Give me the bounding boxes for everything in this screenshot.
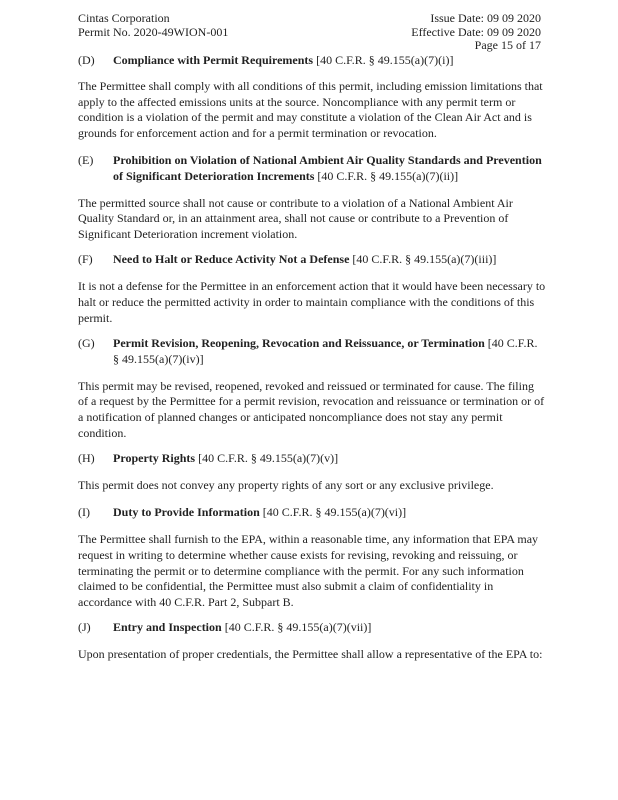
section-title: Property Rights xyxy=(113,451,196,465)
section-heading xyxy=(113,252,496,266)
section-title: Need to Halt or Reduce Activity Not a Defense xyxy=(113,252,350,266)
section-title: Entry and Inspection xyxy=(113,620,222,634)
section-heading xyxy=(113,336,538,350)
section-title: Prohibition on Violation of National Ambient Air Quality Standards and Prevention xyxy=(113,153,542,167)
page-number: Page 15 of 17 xyxy=(474,38,541,52)
paragraph-line: permit. xyxy=(78,311,113,325)
paragraph-line: The permitted source shall not cause or contribute to a violation of a National Ambient Air xyxy=(78,196,513,210)
section-label: (D) xyxy=(78,53,95,67)
section-title: Compliance with Permit Requirements xyxy=(113,53,314,67)
paragraph-line: apply to the affected emissions units at the source. Noncompliance with any permit term or xyxy=(78,95,516,109)
section-citation: [40 C.F.R. § 49.155(a)(7)(v)] xyxy=(195,451,339,465)
section-heading xyxy=(113,505,406,519)
effective-date: Effective Date: 09 09 2020 xyxy=(411,25,541,39)
company-name: Cintas Corporation xyxy=(78,11,170,25)
paragraph-line: accordance with 40 C.F.R. Part 2, Subpart B. xyxy=(78,595,294,609)
section-citation: [40 C.F.R. § 49.155(a)(7)(vii)] xyxy=(221,620,372,634)
paragraph-line: of a request by the Permittee for a permit revision, revocation and reissuance or termination or of xyxy=(78,394,545,408)
section-heading xyxy=(113,620,371,634)
paragraph-line: terminating the permit or to determine compliance with the permit. For any such information xyxy=(78,564,524,578)
section-heading xyxy=(113,53,453,67)
section-title: of Significant Deterioration Increments xyxy=(113,169,315,183)
paragraph-line: The Permittee shall furnish to the EPA, within a reasonable time, any information that EPA may xyxy=(78,532,539,546)
paragraph-line: It is not a defense for the Permittee in an enforcement action that it would have been necessary to xyxy=(78,279,546,293)
paragraph-line: claimed to be confidential, the Permittee must also submit a claim of confidentiality in xyxy=(78,579,494,593)
section-label: (G) xyxy=(78,336,95,350)
paragraph-line: This permit does not convey any property rights of any sort or any exclusive privilege. xyxy=(78,478,494,492)
section-citation: [40 C.F.R. § 49.155(a)(7)(vi)] xyxy=(259,505,407,519)
section-label: (E) xyxy=(78,153,94,167)
section-title: Duty to Provide Information xyxy=(113,505,260,519)
section-label: (I) xyxy=(78,505,90,519)
section-heading xyxy=(113,451,338,465)
section-citation: [40 C.F.R. § 49.155(a)(7)(iii)] xyxy=(349,252,497,266)
section-heading-cont xyxy=(113,169,458,183)
section-citation: [40 C.F.R. § 49.155(a)(7)(i)] xyxy=(313,53,454,67)
section-citation-cont: § 49.155(a)(7)(iv)] xyxy=(113,352,204,366)
paragraph-line: Quality Standard or, in an attainment area, shall not cause or contribute to a Prevention of xyxy=(78,211,509,225)
paragraph-line: The Permittee shall comply with all conditions of this permit, including emission limitations that xyxy=(78,79,543,93)
section-heading xyxy=(113,153,542,167)
paragraph-line: grounds for enforcement action and for a permit termination or revocation. xyxy=(78,126,437,140)
paragraph-line: Significant Deterioration increment violation. xyxy=(78,227,298,241)
permit-number-value: 2020-49WION-001 xyxy=(133,25,229,39)
paragraph-line: condition is a violation of the permit and may constitute a violation of the Clean Air Act and is xyxy=(78,110,532,124)
paragraph-line: This permit may be revised, reopened, revoked and reissued or terminated for cause. The filing xyxy=(78,379,534,393)
paragraph-line: condition. xyxy=(78,426,127,440)
issue-date: Issue Date: 09 09 2020 xyxy=(430,11,541,25)
section-citation: [40 C.F.R. § 49.155(a)(7)(ii)] xyxy=(314,169,459,183)
paragraph-line: halt or reduce the permitted activity in order to maintain compliance with the conditions of this xyxy=(78,295,535,309)
section-title: Permit Revision, Reopening, Revocation and Reissuance, or Termination xyxy=(113,336,485,350)
paragraph-line: a notification of planned changes or anticipated noncompliance does not stay any permit xyxy=(78,410,503,424)
paragraph-line: request in writing to determine whether cause exists for revising, revoking and reissuing, or xyxy=(78,548,518,562)
permit-number xyxy=(78,25,228,39)
permit-number-label: Permit No. xyxy=(78,25,134,39)
section-citation: [40 C.F.R. xyxy=(484,336,538,350)
section-label: (F) xyxy=(78,252,93,266)
paragraph-line: Upon presentation of proper credentials, the Permittee shall allow a representative of the EPA to: xyxy=(78,647,543,661)
section-label: (J) xyxy=(78,620,91,634)
section-label: (H) xyxy=(78,451,95,465)
